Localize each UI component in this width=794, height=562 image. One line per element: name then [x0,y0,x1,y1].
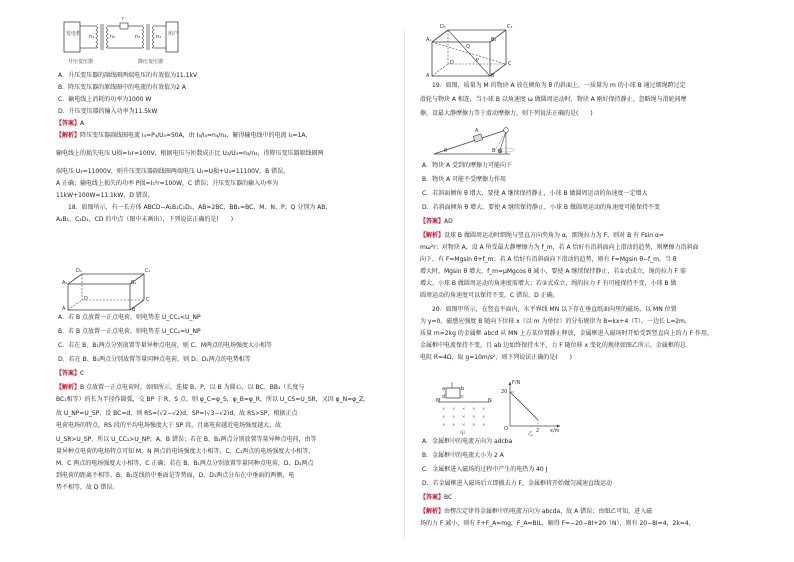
q19-analysis-line-0: 【解析】设球 B 做圆周运动时细绳与竖直方向夹角为 α，细绳拉力为 F，则对 B 有 Fsin α= [420,232,664,239]
left-column-q18 [56,312,396,494]
q19-label-c: C [508,61,512,67]
q19-label-c1: C₁ [507,24,513,30]
q19-option-a: A．物块 A 受到的摩擦力可能向下 [422,162,513,169]
q18-label-a1: A₁ [62,280,68,286]
q20-analysis-line-0: 【解析】由楞次定律得金属框中的电流方向为 abcda，故 A 错误；由图乙可知，进入磁 [420,508,653,515]
q20-figure-jia [436,380,492,436]
q20-answer-value: BC [444,494,453,501]
q19-analysis-line-3: 增大时，Mgsin θ 增大，f_m=μMgcos θ 减小，要使 A 继续保持静止，若①式成立，绳的拉力 F 需 [420,268,686,275]
q18-label-b1: B₁ [131,280,137,286]
q18-stem-line-1: A₁B₁、C₁D₁、CD 的中点（图中未画出），下列说法正确的是( ) [56,216,234,223]
q18-label-d: D [84,296,88,302]
svg-text:×: × [442,422,446,427]
q19-incline-label-theta: θ [444,148,448,154]
q20-label-a: a [442,386,446,392]
q20-answer [420,492,745,504]
q18-analysis-line-2: 故 U_NP=U_SP，设 BC=d，则 RS=(√2−√2)d，SP=(√3−√2)d，故 RS>SP，根据正点 [56,410,298,417]
q18-analysis-line-1: BC₁相等）的长为半径作圆弧，交 BP 于 R，S 点，则 φ_C=φ_S，φ_B=φ_R，所以 U_CS=U_SR，又因 φ_N=φ_Z， [56,396,370,403]
q17-label-n1: n₁ [89,34,95,40]
q19-figure-cube [426,24,516,80]
q20-stem-line-3: 金属框中电流保持不变，且 ab 边始终保持水平，力 F 随位移 x 变化的规律如图乙所示，金属框的总 [420,342,686,349]
q17-answer [56,118,396,130]
q17-label-user: 用户 [168,31,179,37]
svg-text:×: × [472,406,476,411]
svg-text:×: × [452,414,456,419]
q20-option-d: D．若金属框进入磁场后立即撤去力 F，金属框将开始做匀减速直线运动 [422,480,612,487]
q17-option-d: D．升压变压器的输入功率为11.5kW [58,108,158,115]
svg-text:×: × [482,406,486,411]
q18-label-a: A [62,306,66,312]
q18-option-d: D．若在 B、B₁两点分别放置等量同种点电荷，则 D、D₁两点的电势相等 [58,356,251,363]
svg-text:×: × [462,414,466,419]
right-column-q19 [420,160,745,364]
q20-analysis-label: 【解析】 [420,508,445,515]
q17-analysis-line-2: 端电压 U₃=11000V，则升压变压器副线圈两端电压 U₂=U损+U₃=11100V，B 错误， [56,168,290,175]
q19-label-b1: B₁ [491,37,497,43]
q17-option-c: C．输电线上消耗的功率为1000 W [58,96,152,103]
q18-analysis-line-0: 【解析】B 点放置一正点电荷时，如图所示，连接 B、P，以 B 为圆心，以 BC、BB₁（长度与 [56,384,305,391]
q19-stem-line-1: 滑轮与物块 A 相连，当小球 B 以角速度 ω 做圆周运动时，物块 A 刚好保持静止。忽略绳与滑轮间摩 [420,96,687,103]
q17-figure [62,14,182,72]
q17-label-step-up: 升压变压器 [68,59,94,65]
q20-label-yi: 乙 [528,431,534,437]
q20-figure-yi [500,380,564,436]
q18-label-d1: D₁ [76,268,82,274]
right-column-q19-stem [420,80,745,120]
q19-stem-line-0: 19．如图，质量为 M 的物块 A 放在倾角为 θ 的斜面上，一质量为 m 的小球 B 通过细绳跨过定 [432,82,686,89]
q20-analysis-line-1: 场的力 F 减小，则有 F+F_A=mg，F_A=BIL，解得 F=−20−8I+20（N），则有 20−8I=4，2k=4， [420,520,695,527]
q20-label-c: c [461,394,464,400]
q19-label-b: B [491,73,495,79]
svg-text:×: × [442,414,446,419]
q20-label-b: b [461,386,465,392]
q17-label-n3: n₃ [135,34,141,40]
q17-option-b: B．降压变压器的原线圈中的电流的有效值为2 A [58,84,186,91]
cuboid-diagram [62,270,152,314]
q20-option-c: C．金属框进入磁场的过程中产生的电热为 40 J [422,466,548,473]
q17-answer-value: A [80,120,85,127]
q18-analysis-label: 【解析】 [56,384,81,391]
svg-text:×: × [462,422,466,427]
q18-option-a: A．若 B 点放置一正点电荷，则电势差 U_CC₁<U_NP [58,314,201,321]
q19-answer-label: 【答案】 [420,218,445,225]
q20-label-origin: O [504,426,508,432]
left-column-q17 [56,70,396,226]
q19-answer [420,216,745,228]
q20-label-20: 20 [501,389,508,395]
q18-label-c: C [146,297,150,303]
q18-analysis-line-3: 电荷电场的特点，RS 段的平均电场强度大于 SP 段，且离电荷越近电场强度越大，故 [56,422,282,429]
q19-label-p: P [476,58,480,64]
q19-label-q: Q [466,44,470,50]
q17-analysis-line-3: A 正确；输电线上损失的功率 P损=I₃²r=100W，C 错误；升压变压器的输入功率为 [56,180,279,187]
q19-analysis-line-2: 向下，有 F=Mgsin θ+f_m；若 A 恰好有沿斜面向下滑动的趋势，则有 F=Mgsin θ−f_m，当 θ [420,256,677,263]
incline-diagram [432,124,516,160]
q20-option-a: A．金属框中的电流方向为 adcba [422,438,513,445]
svg-text:×: × [462,406,466,411]
q18-stem-line-0: 18．如图所示，有一长方体 ABCD−A₁B₁C₁D₁，AB=2BC，BB₁=BC，M、N、P、Q 分别为 AB、 [68,204,332,211]
q20-label-x-axis: x/m [550,428,560,434]
q17-label-generator: 发电机 [66,31,82,37]
q18-figure [62,270,152,314]
q19-figure-incline [432,124,516,160]
q19-analysis-line-5: 圆周运动的角速度可以保持不变，C 错误，D 正确。 [420,292,559,299]
right-column-q20 [420,436,745,530]
svg-text:×: × [472,422,476,427]
q19-analysis-line-1: mω²r；对物块 A，设 A 所受最大静摩擦力为 f_m，若 A 恰好有沿斜面向上滑动的趋势，则摩擦力沿斜面 [420,244,699,251]
q17-answer-label: 【答案】 [56,120,81,127]
q20-option-b: B．金属框中的电流大小为 2 A [422,452,504,459]
q17-analysis-line-1: 输电线上的损失电压 U损=I₃r=100V，根据电压与匝数成正比 U₃/U₄=n₃/n₄，得降压变压器原线圈两 [56,150,324,157]
q19-incline-label-a: A [475,128,479,134]
q18-option-c: C．若在 B、B₁两点分别放置等量异种点电荷，则 C、M两点的电场强度大小相等 [58,342,273,349]
q17-option-a: A．升压变压器的副线圈两端电压的有效值为11.1kV [58,72,198,79]
q18-analysis-line-7: 到电荷的距离不相等，B、B₁连线的中垂面是等势面，D、D₁两点分布在中垂面的两侧，电 [56,472,295,479]
q19-incline-label-b: B [492,148,496,154]
q20-stem-line-2: 质量 m=2kg 的金属框 abcd 从 MN 上方某位置静止释放，金属框进入磁场时开始受到竖直向上的力 F 作用， [420,330,713,337]
q20-label-jia: 甲 [460,431,466,437]
q19-label-a1: A₁ [426,37,432,43]
q20-stem-line-0: 20．如图甲所示，在竖直平面内，水平界线 MN 以下存在垂直纸面向里的磁场，以 MN 位置 [432,306,677,313]
q18-answer [56,368,396,380]
q19-option-d: D．若斜面倾角 θ 增大，要使 A 继续保持静止，小球 B 做圆周运动的角速度可能保持不变 [422,204,660,211]
q19-label-d1: D₁ [440,24,446,30]
cube-diagram [426,24,516,80]
svg-text:×: × [482,414,486,419]
column-divider [404,30,405,540]
svg-text:×: × [452,422,456,427]
q17-label-n4: n₄ [156,34,162,40]
q18-answer-value: C [80,370,85,377]
q17-label-r: r [122,16,125,22]
q18-analysis-line-4: U_SR>U_SP，所以 U_CC₁>U_NP，A、B 错误；若在 B、B₁两点分别放置等量异种点电荷，由等 [56,436,317,443]
q18-analysis-line-6: M、C 两点的电场强度大小相等，C 正确；若在 B、B₁两点分别放置等量同种点电荷，D、D₁两点 [56,460,314,467]
q19-analysis-line-4: 增大，小球 B 做圆周运动的角速度需增大；若②式成立，绳的拉力 F 有可能保持不变，小球 B 做 [420,280,677,287]
q18-label-b: B [132,307,136,313]
q19-answer-value: AD [444,218,453,225]
q17-label-n2: n₂ [110,34,116,40]
q20-label-f-axis: F/N [512,380,521,386]
q17-label-step-down: 降压变压器 [138,59,164,65]
q20-label-n: N [488,398,492,404]
svg-text:×: × [452,406,456,411]
q18-analysis-line-8: 势不相等，故 D 错误。 [56,484,119,491]
q20-stem-line-4: 电阻 R=4Ω，取 g=10m/s²，则下列说法正确的是( ) [420,354,572,361]
svg-text:×: × [482,422,486,427]
q20-stem-line-1: 为 y=0，磁感应强度 B 随向下位移 x（以 m 为单位）的分布规律为 B=kx+4（T）。一边长 L=2m， [420,318,691,325]
q18-analysis-line-5: 量异种点电荷的电场特点可知 M、N 两点的电场强度大小相等，C、C₁两点的电场强度大小相等， [56,448,315,455]
q18-option-b: B．若 B 点放置一正点电荷，则电势差 U_CC₁=U_NP [58,328,201,335]
q20-label-d: d [442,394,446,400]
q20-answer-label: 【答案】 [420,494,445,501]
svg-text:×: × [472,414,476,419]
q19-stem-line-2: 擦，设最大静摩擦力等于滑动摩擦力，则下列说法正确的是( ) [420,110,593,117]
q19-analysis-label: 【解析】 [420,232,445,239]
q17-analysis-label: 【解析】 [56,132,81,139]
q18-label-c1: C₁ [145,268,151,274]
q19-option-c: C．若斜面倾角 θ 增大，要使 A 继续保持静止，小球 B 做圆周运动的角速度一定增大 [422,190,648,197]
q19-label-a: A [426,73,430,79]
q19-label-d: D [450,60,454,66]
q20-label-2: 2 [536,428,540,434]
q18-answer-label: 【答案】 [56,370,81,377]
q17-analysis-line-0: 【解析】降压变压器副线圈电流 I₄=P₄/U₄=50A，由 I₃/I₄=n₄/n₃，解得输电线中的电流 I₃=1A， [56,132,312,139]
q17-analysis-line-4: 11kW+100W=11.1kW，D 错误。 [56,192,154,199]
q19-option-b: B．物块 A 可能不受摩擦力作用 [422,176,507,183]
q20-label-m: M [436,398,441,404]
svg-text:×: × [442,406,446,411]
